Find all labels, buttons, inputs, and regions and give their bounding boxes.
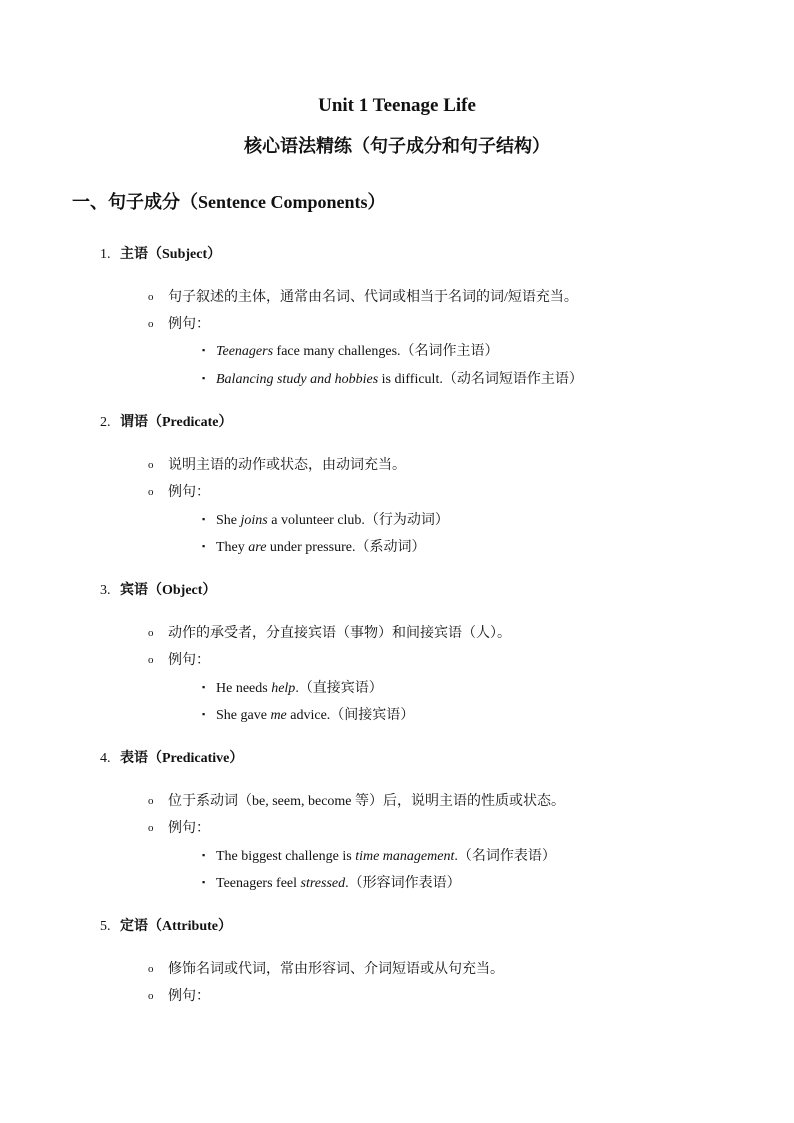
circle-bullet-icon: o [148, 795, 154, 807]
document-title: Unit 1 Teenage Life [318, 95, 476, 116]
square-bullet-icon: ▪ [202, 877, 206, 887]
square-bullet-icon: ▪ [202, 709, 206, 719]
example-sentence: ▪ He needs help.（直接宾语） [202, 681, 383, 696]
section-number: 3. [100, 583, 111, 598]
section-subject [100, 243, 221, 263]
examples-item [148, 313, 210, 333]
examples-item [148, 649, 210, 669]
section-attribute [100, 915, 232, 935]
examples-label: 例句： [168, 485, 210, 500]
highlighted-component: time management [355, 849, 455, 864]
examples-label: 例句： [168, 317, 210, 332]
circle-bullet-icon: o [148, 459, 154, 471]
examples-label: 例句： [168, 653, 210, 668]
examples-item [148, 985, 210, 1005]
section-label: 表语（Predicative） [120, 751, 244, 766]
circle-bullet-icon: o [148, 318, 154, 330]
examples-item [148, 481, 210, 501]
section-heading: 一、句子成分（Sentence Components） [72, 192, 386, 212]
definition-text: 说明主语的动作或状态，由动词充当。 [168, 458, 406, 473]
example-sentence: ▪ Balancing study and hobbies is difficult.（动名词短语作主语） [202, 372, 583, 387]
definition-item [148, 286, 578, 306]
example-sentence: ▪ The biggest challenge is time management.（名词作表语） [202, 849, 556, 864]
section-number: 4. [100, 751, 111, 766]
section-number: 1. [100, 247, 111, 262]
highlighted-component: help [271, 681, 296, 696]
highlighted-component: are [248, 540, 267, 555]
examples-item [148, 817, 210, 837]
example-sentence: ▪ Teenagers face many challenges.（名词作主语） [202, 344, 499, 359]
example-sentence: ▪ They are under pressure.（系动词） [202, 540, 426, 555]
square-bullet-icon: ▪ [202, 514, 206, 524]
section-predicate [100, 411, 233, 431]
highlighted-component: Teenagers [216, 344, 274, 359]
document-subtitle: 核心语法精练（句子成分和句子结构） [244, 136, 550, 156]
definition-item [148, 622, 511, 642]
highlighted-component: joins [240, 513, 268, 528]
section-label: 定语（Attribute） [120, 919, 232, 934]
section-label: 谓语（Predicate） [120, 415, 233, 430]
circle-bullet-icon: o [148, 963, 154, 975]
definition-item [148, 790, 565, 810]
square-bullet-icon: ▪ [202, 541, 206, 551]
circle-bullet-icon: o [148, 627, 154, 639]
highlighted-component: me [270, 708, 287, 723]
section-number: 5. [100, 919, 111, 934]
circle-bullet-icon: o [148, 990, 154, 1002]
square-bullet-icon: ▪ [202, 373, 206, 383]
square-bullet-icon: ▪ [202, 682, 206, 692]
square-bullet-icon: ▪ [202, 345, 206, 355]
circle-bullet-icon: o [148, 654, 154, 666]
definition-item [148, 454, 406, 474]
examples-label: 例句： [168, 989, 210, 1004]
section-number: 2. [100, 415, 111, 430]
example-sentence: ▪ Teenagers feel stressed.（形容词作表语） [202, 876, 461, 891]
section-label: 宾语（Object） [120, 583, 217, 598]
definition-item [148, 958, 504, 978]
section-predicative [100, 747, 243, 767]
section-object [100, 579, 216, 599]
circle-bullet-icon: o [148, 822, 154, 834]
examples-label: 例句： [168, 821, 210, 836]
circle-bullet-icon: o [148, 486, 154, 498]
square-bullet-icon: ▪ [202, 850, 206, 860]
circle-bullet-icon: o [148, 291, 154, 303]
example-sentence: ▪ She joins a volunteer club.（行为动词） [202, 513, 449, 528]
highlighted-component: Balancing study and hobbies [216, 372, 379, 387]
example-sentence: ▪ She gave me advice.（间接宾语） [202, 708, 415, 723]
definition-text: 动作的承受者，分直接宾语（事物）和间接宾语（人）。 [168, 626, 511, 641]
highlighted-component: stressed [300, 876, 346, 891]
definition-text: 位于系动词（be, seem, become 等）后，说明主语的性质或状态。 [168, 794, 566, 809]
definition-text: 句子叙述的主体，通常由名词、代词或相当于名词的词/短语充当。 [168, 290, 578, 305]
section-label: 主语（Subject） [120, 247, 222, 262]
definition-text: 修饰名词或代词，常由形容词、介词短语或从句充当。 [168, 962, 504, 977]
